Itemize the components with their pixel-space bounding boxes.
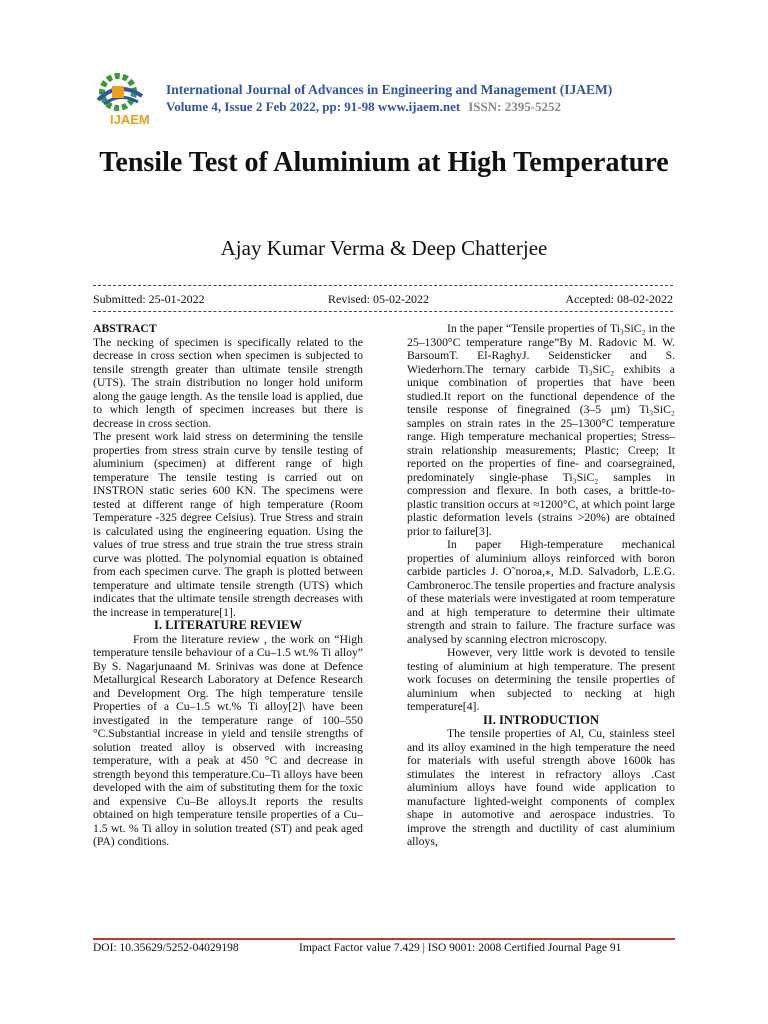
issn: ISSN: 2395-5252 [468, 99, 562, 114]
literature-paragraph-3: In paper High-temperature mechanical properties of aluminium alloys reinforced with boron carbide particles J. O˜noroa,⁎, M.D. Salvadorb, L.E.G. Cambroneroc.The tensile properties and fracture analysis of these materials were investigated at room temperature and at high temperature to determine their ultimate strength and strain to failure. The fracture surface was analysed by scanning electron microscopy. [407, 538, 675, 646]
issue-line [166, 99, 561, 115]
abstract-heading: ABSTRACT [93, 322, 157, 335]
literature-paragraph-2: In the paper “Tensile properties of Ti₃SiC₂ in the 25–1300°C temperature range”By M. Radovic M. W. BarsoumT. El-RaghyJ. Seidensticker and S. Wiederhorn.The ternary carbide Ti₃SiC₂ exhibits a unique combination of properties that have been studied.It report on the functional dependence of the tensile response of finegrained (3–5 μm) Ti₃SiC₂ samples on strain rates in the 25–1300°C temperature range. High temperature mechanical properties; Stress–strain relationship measurements; Plastic; Creep; It reported on the properties of fine- and coarsegrained, predominately single-phase Ti₃SiC₂ samples in compression and flexure. In both cases, a brittle-to-plastic transition occurs at ≈1200°C, at which point large plastic deformation levels (strains >20%) are obtained prior to failure[3]. [407, 322, 675, 538]
introduction-paragraph-1: The tensile properties of Al, Cu, stainless steel and its alloy examined in the high temperature the need for materials with useful strength above 1600k has stimulates the interest in refractory alloys .Cast aluminium alloys have found wide application to manufacture lighted-weight components of complex shape in automotive and aerospace industries. To improve the strength and ductility of cast aluminium alloys, [407, 727, 675, 848]
literature-heading: I. LITERATURE REVIEW [153, 618, 303, 632]
right-column [407, 322, 675, 849]
submitted-date: Submitted: 25-01-2022 [93, 292, 205, 306]
issue-info: Volume 4, Issue 2 Feb 2022, pp: 91-98 www.ijaem.net [166, 99, 461, 114]
authors: Ajay Kumar Verma & Deep Chatterjee [220, 236, 548, 260]
paper-title: Tensile Test of Aluminium at High Temperature [99, 147, 669, 178]
logo-text: IJAEM [110, 112, 150, 127]
divider-top [93, 285, 673, 286]
introduction-heading: II. INTRODUCTION [483, 712, 599, 727]
accepted-date: Accepted: 08-02-2022 [565, 292, 673, 306]
abstract-paragraph-2: The present work laid stress on determining the tensile properties from stress strain curve by tensile testing of aluminium (specimen) at different range of high temperature The tensile testing is carried out on INSTRON static series 600 KN. The specimens were tested at different range of high temperature (Room Temperature -325 degree Celsius). True Stress and strain is calculated using the engineering equation. Using the values of true stress and true strain the true stress strain curve was plotted. The polynomial equation is obtained from each specimen curve. The graph is plotted between temperature and ultimate tensile strength (UTS) which indicates that the ultimate tensile strength decreases with the increase in temperature[1]. [93, 430, 363, 619]
footer-doi: DOI: 10.35629/5252-04029198 [93, 942, 239, 954]
ijaem-logo [90, 70, 160, 128]
literature-paragraph-4: However, very little work is devoted to tensile testing of aluminium at high temperature. The present work focuses on determining the tensile properties of aluminium when subjected to necking at high temperature[4]. [407, 646, 675, 713]
divider-bottom [93, 311, 673, 312]
abstract-paragraph-1: The necking of specimen is specifically related to the decrease in cross section when specimen is subjected to tensile strength greater than ultimate tensile strength (UTS). The strain distribution no longer hold uniform along the gauge length. As the tensile load is applied, due to which length of specimen increases but there is decrease in cross section. [93, 335, 363, 430]
left-column [93, 322, 363, 849]
revised-date: Revised: 05-02-2022 [328, 292, 429, 306]
journal-name: International Journal of Advances in Engineering and Management (IJAEM) [166, 82, 613, 97]
literature-paragraph-1: From the literature review , the work on “High temperature tensile behaviour of a Cu–1.5 wt.% Ti alloy” By S. Nagarjunaand M. Srinivas was done at Defence Metallurgical Research Laboratory at Defence Research and Development Org. The high temperature tensile Properties of a Cu–1.5 wt.% Ti alloy[2]\ have been investigated in the temperature range of 100–550 °C.Substantial increase in yield and tensile strengths of solution treated alloy is observed with increasing temperature, with a peak at 450 °C and decrease in strength beyond this temperature.Cu–Ti alloys have been developed with the aim of substituting them for the toxic and expensive Cu–Be alloys.It reports the results obtained on high temperature tensile properties of a Cu–1.5 wt. % Ti alloy in solution treated (ST) and peak aged (PA) conditions. [93, 632, 363, 848]
footer-rule [93, 938, 675, 940]
footer-impact: Impact Factor value 7.429 | ISO 9001: 2008 Certified Journal Page 91 [299, 942, 622, 954]
